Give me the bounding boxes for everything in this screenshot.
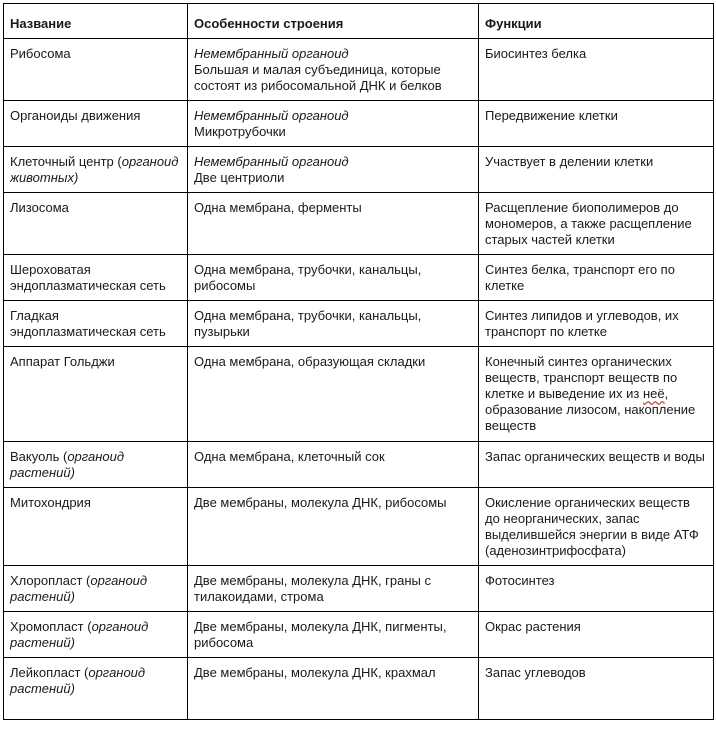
- table-row: [4, 612, 714, 658]
- header-name: Название: [4, 4, 188, 39]
- cell-function: [479, 566, 714, 612]
- structure-text: Две мембраны, молекула ДНК, пигменты, рибосома: [194, 619, 447, 650]
- structure-text: Две мембраны, молекула ДНК, рибосомы: [194, 495, 447, 510]
- function-text: Биосинтез белка: [485, 46, 587, 61]
- function-text: Синтез липидов и углеводов, их транспорт по клетке: [485, 308, 679, 339]
- function-text: Синтез белка, транспорт его по клетке: [485, 262, 675, 293]
- cell-function: [479, 255, 714, 301]
- cell-structure: [188, 566, 479, 612]
- table-row: [4, 301, 714, 347]
- cell-function: [479, 193, 714, 255]
- organelle-name: Органоиды движения: [10, 108, 141, 123]
- cell-name: [4, 101, 188, 147]
- table-row: [4, 658, 714, 720]
- cell-function: [479, 442, 714, 488]
- cell-name: [4, 147, 188, 193]
- organelle-note: органоид растений): [10, 665, 146, 696]
- function-text: Запас углеводов: [485, 665, 586, 680]
- function-text: Окрас растения: [485, 619, 581, 634]
- organelle-name: Митохондрия: [10, 495, 91, 510]
- cell-name: [4, 347, 188, 442]
- table-row: [4, 39, 714, 101]
- cell-structure: [188, 612, 479, 658]
- table-row: [4, 347, 714, 442]
- cell-function: [479, 488, 714, 566]
- cell-name: [4, 442, 188, 488]
- header-structure: Особенности строения: [188, 4, 479, 39]
- organelle-name: Аппарат Гольджи: [10, 354, 115, 369]
- cell-structure: [188, 147, 479, 193]
- function-text: Расщепление биополимеров до мономеров, а также расщепление старых частей клетки: [485, 200, 692, 247]
- spellcheck-word: неё: [642, 386, 665, 401]
- structure-text: Одна мембрана, ферменты: [194, 200, 362, 215]
- table-row: [4, 442, 714, 488]
- cell-name: [4, 566, 188, 612]
- organelle-note: органоид растений): [10, 619, 149, 650]
- cell-name: [4, 193, 188, 255]
- table-row: [4, 147, 714, 193]
- structure-text: Одна мембрана, образующая складки: [194, 354, 426, 369]
- structure-type: Немембранный органоид: [194, 154, 349, 169]
- cell-name: [4, 255, 188, 301]
- function-text: Передвижение клетки: [485, 108, 618, 123]
- structure-text: Микротрубочки: [194, 124, 286, 139]
- structure-text: Две центриоли: [194, 170, 285, 185]
- cell-function: [479, 301, 714, 347]
- cell-structure: [188, 193, 479, 255]
- function-text: Окисление органических веществ до неорганических, запас выделившейся энергии в виде АТФ (аденозинтрифосфата): [485, 495, 699, 558]
- header-function: Функции: [479, 4, 714, 39]
- cell-structure: [188, 301, 479, 347]
- cell-structure: [188, 442, 479, 488]
- structure-text: Одна мембрана, трубочки, канальцы, пузырьки: [194, 308, 422, 339]
- function-text-end: , образование лизосом, накопление веществ: [485, 386, 696, 433]
- organelles-table: [3, 3, 714, 720]
- structure-text: Две мембраны, молекула ДНК, граны с тилакоидами, строма: [194, 573, 432, 604]
- organelle-name: Гладкая эндоплазматическая сеть: [10, 308, 166, 339]
- cell-function: [479, 658, 714, 720]
- cell-name: [4, 658, 188, 720]
- function-text: Участвует в делении клетки: [485, 154, 654, 169]
- table-row: [4, 193, 714, 255]
- table-row: [4, 566, 714, 612]
- cell-function: [479, 101, 714, 147]
- cell-function: [479, 147, 714, 193]
- organelle-name: Хлоропласт (: [10, 573, 91, 588]
- organelle-name: Рибосома: [10, 46, 71, 61]
- organelle-name: Хромопласт (: [10, 619, 92, 634]
- cell-structure: [188, 39, 479, 101]
- structure-text: Большая и малая субъединица, которые состоят из рибосомальной ДНК и белков: [194, 62, 442, 93]
- organelle-name: Лейкопласт (: [10, 665, 89, 680]
- organelle-note: органоид растений): [10, 573, 148, 604]
- table-row: [4, 101, 714, 147]
- cell-name: [4, 612, 188, 658]
- function-text-start: Конечный синтез органических веществ, транспорт веществ по клетке и выведение их из: [485, 354, 678, 401]
- table-body: [4, 39, 714, 720]
- cell-name: [4, 488, 188, 566]
- cell-name: [4, 301, 188, 347]
- cell-structure: [188, 347, 479, 442]
- table-row: [4, 255, 714, 301]
- cell-structure: [188, 488, 479, 566]
- structure-text: Одна мембрана, клеточный сок: [194, 449, 385, 464]
- structure-text: Одна мембрана, трубочки, канальцы, рибосомы: [194, 262, 422, 293]
- structure-type: Немембранный органоид: [194, 108, 349, 123]
- cell-structure: [188, 101, 479, 147]
- table-header: [4, 4, 714, 39]
- structure-type: Немембранный органоид: [194, 46, 349, 61]
- cell-function: [479, 39, 714, 101]
- organelle-name: Клеточный центр (: [10, 154, 122, 169]
- cell-function: [479, 347, 714, 442]
- cell-structure: [188, 255, 479, 301]
- organelle-name: Вакуоль (: [10, 449, 68, 464]
- organelle-name: Шероховатая эндоплазматическая сеть: [10, 262, 166, 293]
- header-row: [4, 4, 714, 39]
- organelle-note: органоид растений): [10, 449, 125, 480]
- organelle-name: Лизосома: [10, 200, 69, 215]
- function-text: Фотосинтез: [485, 573, 555, 588]
- cell-function: [479, 612, 714, 658]
- cell-name: [4, 39, 188, 101]
- structure-text: Две мембраны, молекула ДНК, крахмал: [194, 665, 436, 680]
- cell-structure: [188, 658, 479, 720]
- organelle-note: органоид животных): [10, 154, 179, 185]
- table-row: [4, 488, 714, 566]
- function-text: Запас органических веществ и воды: [485, 449, 705, 464]
